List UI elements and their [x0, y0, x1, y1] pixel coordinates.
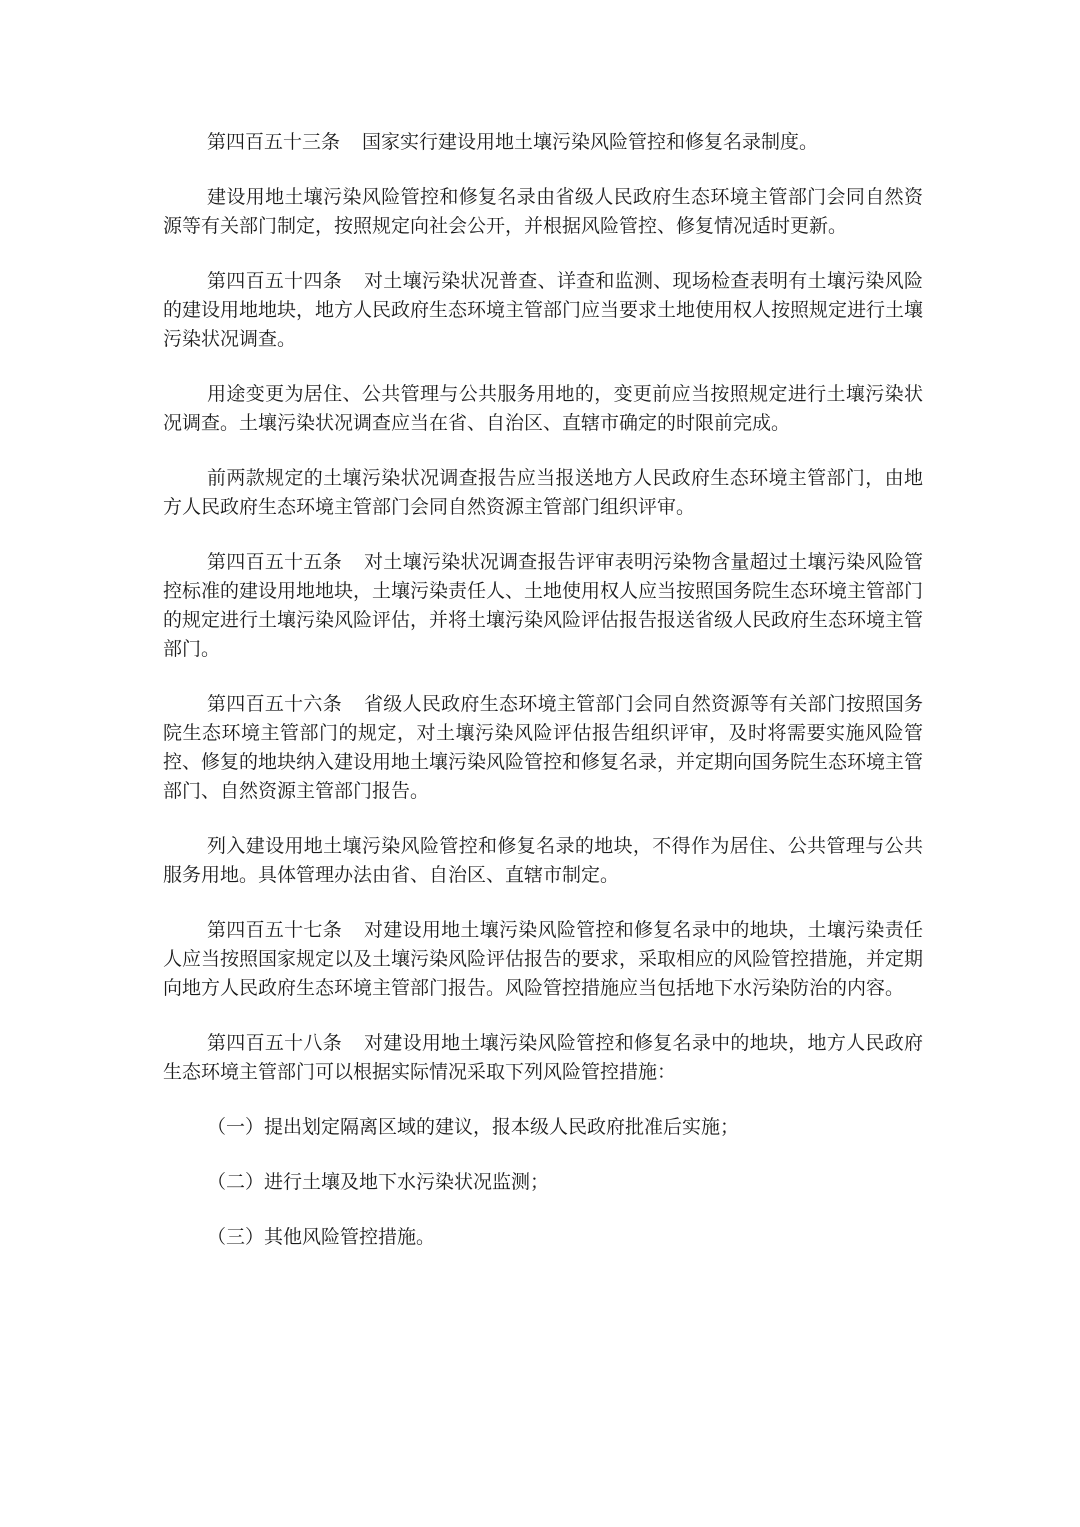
paragraph	[163, 380, 923, 438]
paragraph-text: 建设用地土壤污染风险管控和修复名录由省级人民政府生态环境主管部门会同自然资源等有关部门制定，按照规定向社会公开，并根据风险管控、修复情况适时更新。	[163, 186, 923, 237]
article-heading: 第四百五十六条	[207, 693, 342, 715]
article-454	[163, 267, 923, 354]
article-text: 对建设用地土壤污染风险管控和修复名录中的地块，地方人民政府生态环境主管部门可以根据实际情况采取下列风险管控措施：	[163, 1032, 923, 1083]
list-item: （二）进行土壤及地下水污染状况监测；	[207, 1171, 550, 1193]
paragraph	[163, 832, 923, 890]
article-458	[163, 1029, 923, 1087]
article-heading: 第四百五十五条	[207, 551, 342, 573]
article-455	[163, 548, 923, 664]
list-item: （三）其他风险管控措施。	[207, 1226, 436, 1248]
paragraph-text: 前两款规定的土壤污染状况调查报告应当报送地方人民政府生态环境主管部门，由地方人民政府生态环境主管部门会同自然资源主管部门组织评审。	[163, 467, 923, 518]
article-heading: 第四百五十八条	[207, 1032, 342, 1054]
paragraph-text: 用途变更为居住、公共管理与公共服务用地的，变更前应当按照规定进行土壤污染状况调查。土壤污染状况调查应当在省、自治区、直辖市确定的时限前完成。	[163, 383, 923, 434]
article-456	[163, 690, 923, 806]
paragraph	[163, 464, 923, 522]
article-heading: 第四百五十四条	[207, 270, 342, 292]
article-text: 对土壤污染状况调查报告评审表明污染物含量超过土壤污染风险管控标准的建设用地地块，土壤污染责任人、土地使用权人应当按照国务院生态环境主管部门的规定进行土壤污染风险评估，并将土壤污染风险评估报告报送省级人民政府生态环境主管部门。	[163, 551, 924, 660]
document-body	[163, 128, 923, 1278]
list-item: （一）提出划定隔离区域的建议，报本级人民政府批准后实施；	[207, 1116, 740, 1138]
article-text: 国家实行建设用地土壤污染风险管控和修复名录制度。	[362, 131, 819, 153]
article-text: 省级人民政府生态环境主管部门会同自然资源等有关部门按照国务院生态环境主管部门的规定，对土壤污染风险评估报告组织评审，及时将需要实施风险管控、修复的地块纳入建设用地土壤污染风险管控和修复名录，并定期向国务院生态环境主管部门、自然资源主管部门报告。	[163, 693, 924, 802]
article-text: 对土壤污染状况普查、详查和监测、现场检查表明有土壤污染风险的建设用地地块，地方人民政府生态环境主管部门应当要求土地使用权人按照规定进行土壤污染状况调查。	[163, 270, 924, 350]
article-text: 对建设用地土壤污染风险管控和修复名录中的地块，土壤污染责任人应当按照国家规定以及土壤污染风险评估报告的要求，采取相应的风险管控措施，并定期向地方人民政府生态环境主管部门报告。风险管控措施应当包括地下水污染防治的内容。	[163, 919, 924, 999]
article-heading: 第四百五十三条	[207, 131, 341, 153]
paragraph-text: 列入建设用地土壤污染风险管控和修复名录的地块，不得作为居住、公共管理与公共服务用地。具体管理办法由省、自治区、直辖市制定。	[163, 835, 923, 886]
article-heading: 第四百五十七条	[207, 919, 342, 941]
paragraph	[163, 183, 923, 241]
article-457	[163, 916, 923, 1003]
article-453	[163, 128, 923, 157]
